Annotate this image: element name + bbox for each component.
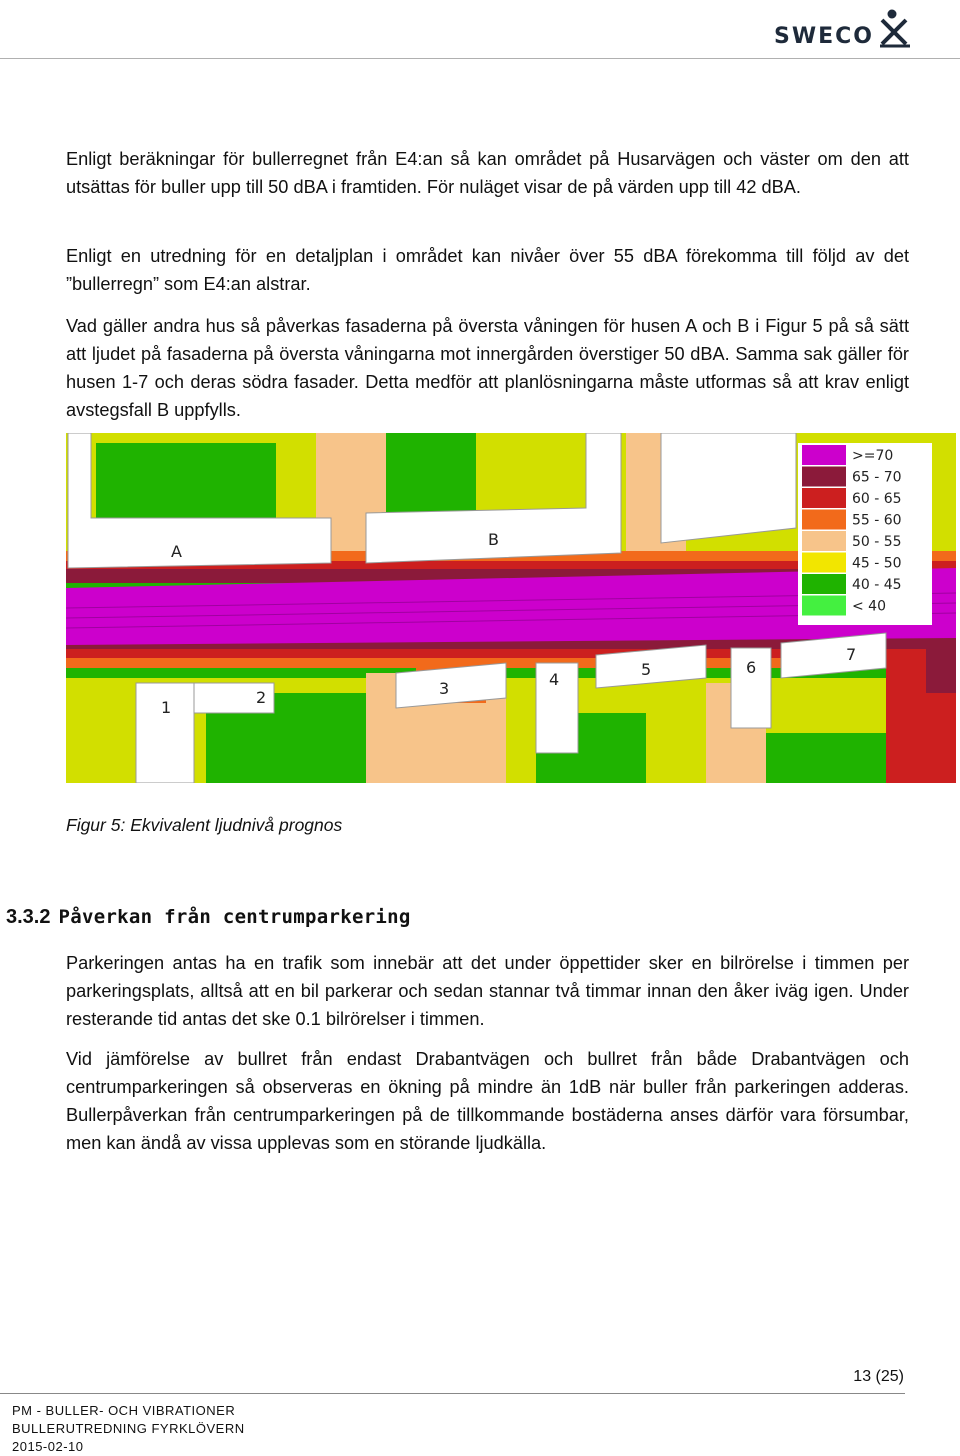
section-number: 3.3.2 [6,906,51,928]
footer-line-1: PM - BULLER- OCH VIBRATIONER [12,1403,236,1418]
label-b: B [488,530,499,549]
legend-label: 60 - 65 [852,491,902,507]
noise-map-figure [66,433,956,783]
section-paragraph-2: Vid jämförelse av bullret från endast Drabantvägen och bullret från både Drabantvägen och centrumparkeringen så observeras en ökning på mindre än 1dB när buller från parkeringen adderas. Bullerpåverkan från centrumparkeringen på de tillkommande bostäderna anses därför vara försumbar, men kan ändå av vissa upplevas som en störande ljudkälla. [66,1049,909,1153]
legend-swatch [802,510,846,530]
legend-label: 65 - 70 [852,469,902,486]
legend-label: 50 - 55 [852,534,902,550]
legend-label: 55 - 60 [852,512,902,529]
sweco-logo [774,6,912,49]
building-north-east [661,433,796,543]
legend-swatch [802,596,846,616]
section-heading [6,906,411,929]
section-title: Påverkan från centrumparkering [58,906,411,928]
label-5: 5 [641,660,652,679]
logo-text: SWECO [774,24,874,49]
label-4: 4 [549,670,560,689]
label-a: A [171,542,182,561]
paragraph-2: Enligt en utredning för en detaljplan i området kan nivåer över 55 dBA förekomma till följd av det ”bullerregn” som E4:an alstrar. [66,246,909,294]
legend-swatch [802,445,846,465]
legend-swatch [802,574,846,594]
footer-divider [0,1393,905,1394]
section-paragraph-1: Parkeringen antas ha en trafik som innebär att det under öppettider sker en bilrörelse i timmen per parkeringsplats, alltså att en bil parkerar och sedan stannar två timmar innan den åker iväg igen. Under resterande tid antas det ske 0.1 bilrörelser i timmen. [66,953,909,1029]
page-number: 13 (25) [853,1368,904,1385]
legend-swatch [802,553,846,573]
sweco-mark-icon [878,8,912,48]
legend-swatch [802,531,846,551]
label-7: 7 [846,645,857,664]
label-1: 1 [161,698,172,717]
legend-label: >=70 [852,448,894,464]
header-divider [0,58,960,59]
legend-swatch [802,467,846,487]
noise-legend [798,443,932,625]
footer-line-3: 2015-02-10 [12,1439,84,1454]
legend-label: < 40 [852,598,886,615]
footer-line-2: BULLERUTREDNING FYRKLÖVERN [12,1421,245,1436]
label-3: 3 [439,679,450,698]
label-6: 6 [746,658,757,677]
paragraph-1: Enligt beräkningar för bullerregnet från E4:an så kan området på Husarvägen och väster om den att utsättas för buller upp till 50 dBA i framtiden. För nuläget visar de på värden upp till 42 dBA. [66,149,909,197]
paragraph-3: Vad gäller andra hus så påverkas fasaderna på översta våningen för husen A och B i Figur 5 på så sätt att ljudet på fasaderna på översta våningarna mot innergården överstiger 50 dBA. Samma sak gäller för husen 1-7 och deras södra fasader. Detta medför att planlösningarna måste utformas så att krav enligt avstegsfall B uppfylls. [66,316,909,420]
footer [12,1402,245,1456]
label-2: 2 [256,688,267,707]
legend-label: 45 - 50 [852,555,902,572]
legend-swatch [802,488,846,508]
figure-caption: Figur 5: Ekvivalent ljudnivå prognos [66,815,343,835]
legend-label: 40 - 45 [852,577,902,593]
